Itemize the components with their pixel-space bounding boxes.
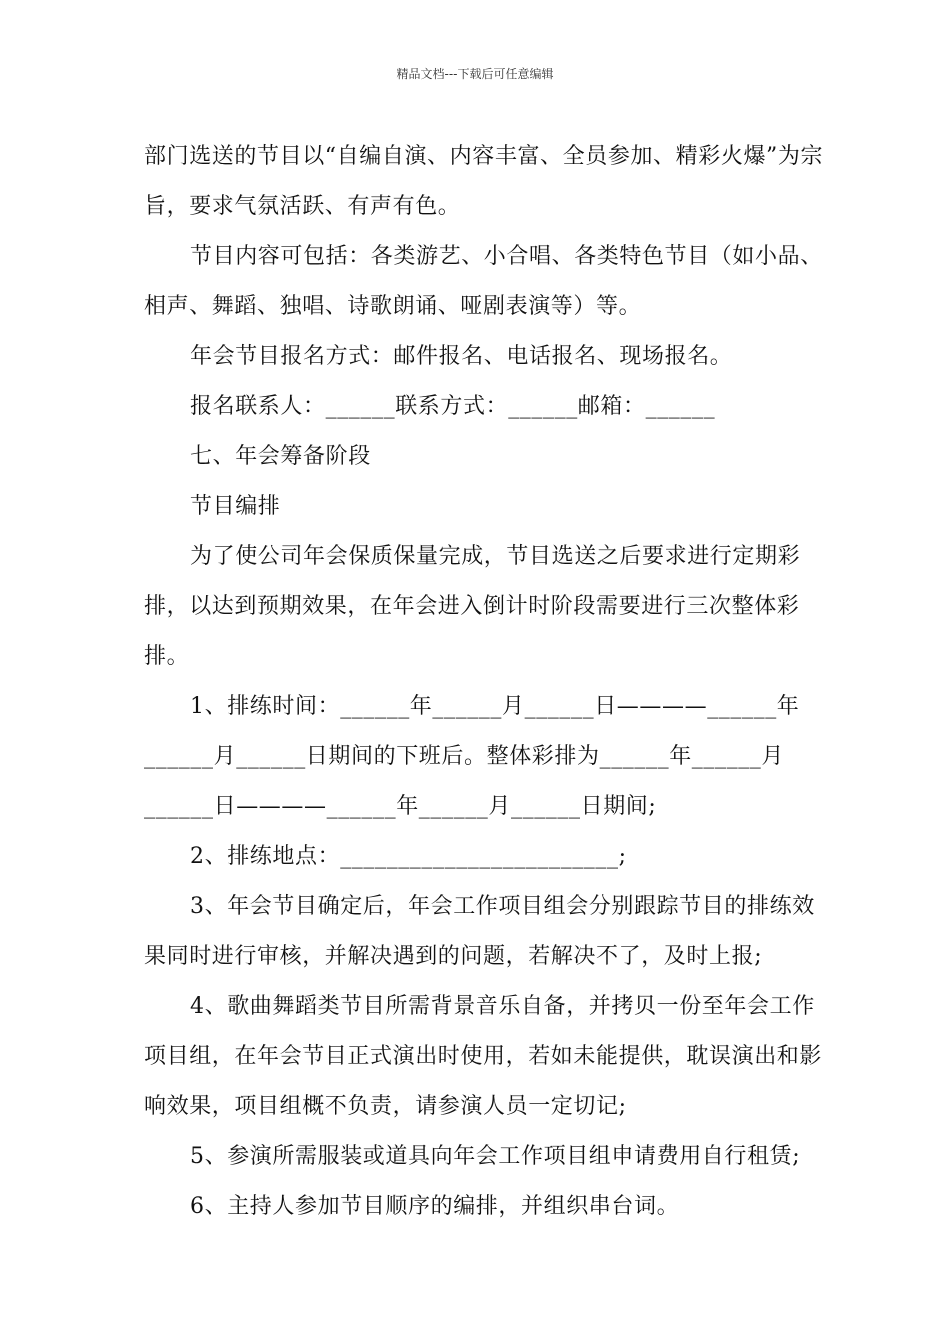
list-item-costumes: 5、参演所需服装或道具向年会工作项目组申请费用自行租赁; bbox=[190, 1144, 801, 1169]
section-heading-preparation: 七、年会筹备阶段 bbox=[190, 444, 371, 469]
paragraph-signup-contact: 报名联系人：______联系方式：______邮箱：______ bbox=[190, 394, 716, 419]
paragraph-program-content: 节目内容可包括：各类游艺、小合唱、各类特色节目（如小品、相声、舞蹈、独唱、诗歌朗诵、哑剧表演等）等。 bbox=[144, 244, 823, 319]
list-item-rehearsal-location: 2、排练地点：________________________; bbox=[190, 844, 627, 869]
list-item-rehearsal-time: 1、排练时间：______年______月______日————______年______月______日期间的下班后。整体彩排为______年______月______日————______年______月______日期间; bbox=[144, 694, 800, 819]
list-item-music: 4、歌曲舞蹈类节目所需背景音乐自备，并拷贝一份至年会工作项目组，在年会节目正式演出时使用，若如未能提供，耽误演出和影响效果，项目组概不负责，请参演人员一定切记; bbox=[144, 994, 823, 1119]
subheading-program-arrangement: 节目编排 bbox=[190, 494, 281, 519]
list-item-host: 6、主持人参加节目顺序的编排，并组织串台词。 bbox=[190, 1194, 680, 1219]
paragraph-rehearsal-intro: 为了使公司年会保质保量完成，节目选送之后要求进行定期彩排，以达到预期效果，在年会进入倒计时阶段需要进行三次整体彩排。 bbox=[144, 544, 801, 669]
paragraph-purpose: 部门选送的节目以“自编自演、内容丰富、全员参加、精彩火爆”为宗旨，要求气氛活跃、有声有色。 bbox=[144, 144, 824, 219]
paragraph-signup-methods: 年会节目报名方式：邮件报名、电话报名、现场报名。 bbox=[190, 344, 733, 369]
document-body bbox=[144, 132, 834, 1232]
page-header: 精品文档---下载后可任意编辑 bbox=[396, 67, 554, 81]
list-item-review: 3、年会节目确定后，年会工作项目组会分别跟踪节目的排练效果同时进行审核，并解决遇到的问题，若解决不了，及时上报; bbox=[144, 894, 815, 969]
